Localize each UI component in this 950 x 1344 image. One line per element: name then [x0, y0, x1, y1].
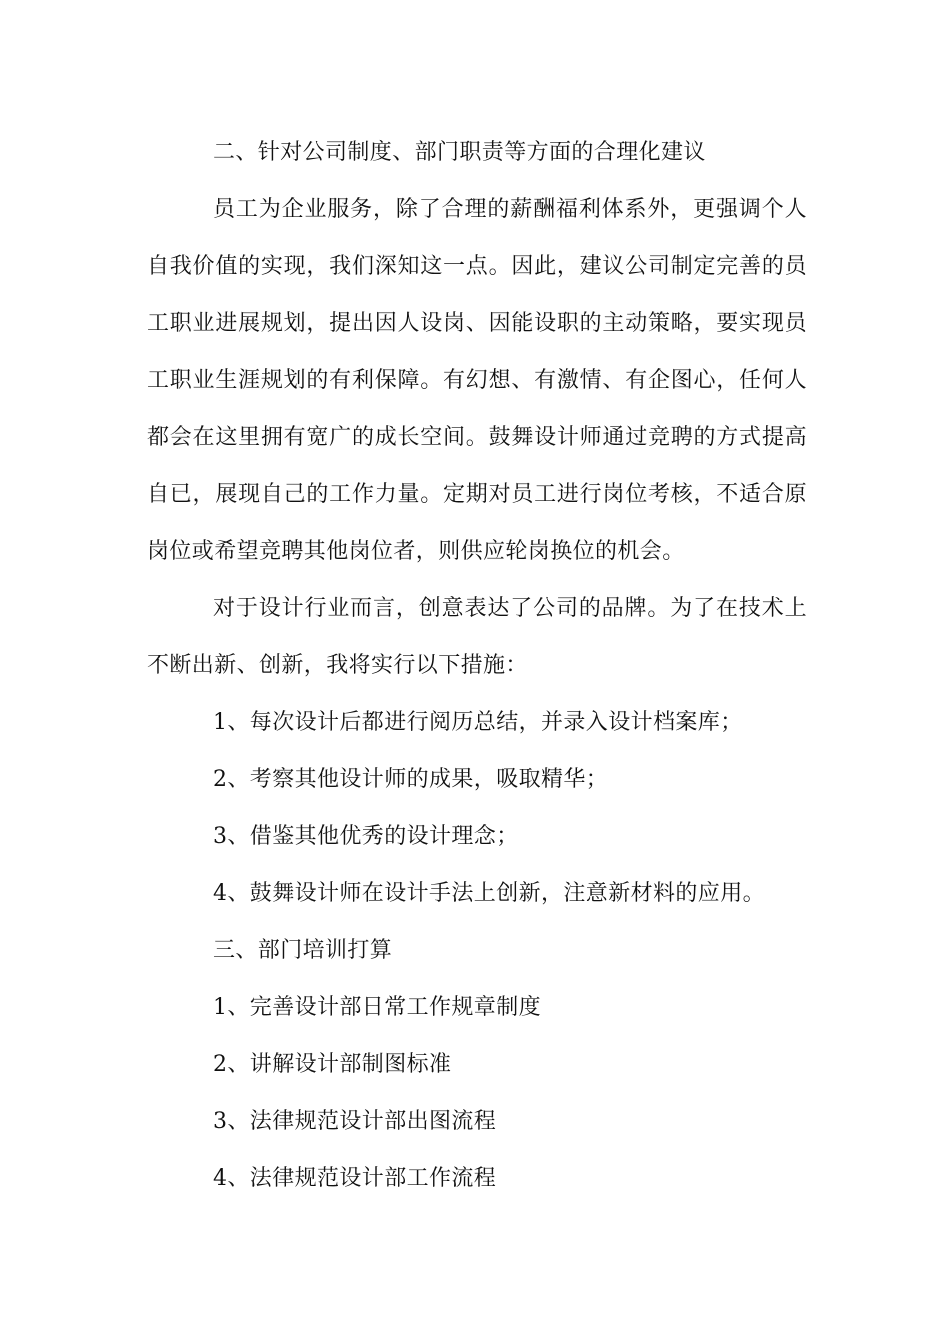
document-body [147, 124, 807, 1207]
measure-item-1: 1、每次设计后都进行阅历总结，并录入设计档案库； [213, 710, 743, 735]
measure-item-4: 4、鼓舞设计师在设计手法上创新，注意新材料的应用。 [213, 881, 765, 906]
measure-item-2: 2、考察其他设计师的成果，吸取精华； [213, 767, 609, 792]
paragraph-design-innovation: 对于设计行业而言，创意表达了公司的品牌。为了在技术上不断出新、创新，我将实行以下措施： [147, 596, 807, 678]
training-item-2: 2、讲解设计部制图标准 [213, 1052, 452, 1077]
section-heading-2: 二、针对公司制度、部门职责等方面的合理化建议 [213, 140, 706, 165]
training-item-3: 3、法律规范设计部出图流程 [213, 1109, 497, 1134]
section-heading-3: 三、部门培训打算 [213, 938, 393, 963]
paragraph-career-development: 员工为企业服务，除了合理的薪酬福利体系外，更强调个人自我价值的实现，我们深知这一点。因此，建议公司制定完善的员工职业进展规划，提出因人设岗、因能设职的主动策略，要实现员工职业生涯规划的有利保障。有幻想、有激情、有企图心，任何人都会在这里拥有宽广的成长空间。鼓舞设计师通过竞聘的方式提高自已，展现自己的工作力量。定期对员工进行岗位考核，不适合原岗位或希望竞聘其他岗位者，则供应轮岗换位的机会。 [147, 197, 807, 564]
measure-item-3: 3、借鉴其他优秀的设计理念； [213, 824, 519, 849]
training-item-4: 4、法律规范设计部工作流程 [213, 1166, 497, 1191]
training-item-1: 1、完善设计部日常工作规章制度 [213, 995, 541, 1020]
